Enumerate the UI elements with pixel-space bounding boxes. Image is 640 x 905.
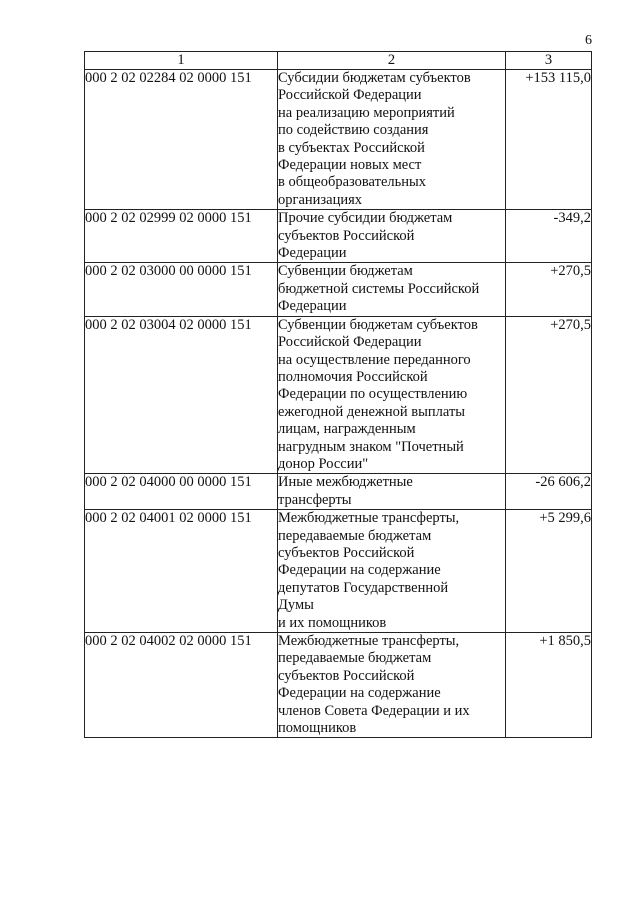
description-line: Прочие субсидии бюджетам [278,210,453,227]
table-row [85,210,592,263]
budget-code-cell: 000 2 02 03000 00 0000 151 [85,263,278,316]
description-line: субъектов Российской [278,544,415,561]
page-number: 6 [585,33,592,48]
budget-code-cell: 000 2 02 02999 02 0000 151 [85,210,278,263]
description-line: организациях [278,191,363,208]
amount-cell: +5 299,6 [506,510,592,633]
description-line: на осуществление переданного [278,351,471,368]
amount-cell: -349,2 [506,210,592,263]
description-line: на реализацию мероприятий [278,104,455,121]
description-line: Субсидии бюджетам субъектов [278,70,471,86]
table-row [85,316,592,474]
description-line: Федерации [278,298,347,315]
description-line: в общеобразовательных [278,174,426,191]
description-line: Субвенции бюджетам [278,263,413,280]
description-line: депутатов Государственной [278,579,449,596]
description-line: бюджетной системы Российской [278,280,480,297]
description-cell [278,210,506,263]
description-line: Межбюджетные трансферты, [278,633,460,649]
table-row [85,263,592,316]
description-line: Российской Федерации [278,87,422,104]
budget-code-cell: 000 2 02 04000 00 0000 151 [85,474,278,510]
column-header-code: 1 [85,52,278,70]
description-cell [278,474,506,510]
description-line: передаваемые бюджетам [278,527,432,544]
table-body [85,70,592,738]
description-line: в субъектах Российской [278,139,425,156]
budget-code-cell: 000 2 02 03004 02 0000 151 [85,316,278,474]
description-line: Думы [278,597,314,614]
budget-code-cell: 000 2 02 04002 02 0000 151 [85,633,278,738]
table-header [85,52,592,70]
amount-cell: +153 115,0 [506,70,592,210]
description-line: субъектов Российской [278,667,415,684]
description-cell [278,510,506,633]
description-line: помощников [278,720,357,737]
column-header-amount: 3 [506,52,592,70]
description-line: Межбюджетные трансферты, [278,510,460,527]
description-line: лицам, награжденным [278,421,416,438]
description-line: передаваемые бюджетам [278,650,432,667]
header-row [85,52,592,70]
description-cell [278,263,506,316]
description-line: субъектов Российской [278,227,415,244]
budget-code-cell: 000 2 02 04001 02 0000 151 [85,510,278,633]
amount-cell: +1 850,5 [506,633,592,738]
description-line: членов Совета Федерации и их [278,702,470,719]
description-line: Федерации на содержание [278,562,441,579]
description-line: Субвенции бюджетам субъектов [278,316,478,333]
column-header-description: 2 [278,52,506,70]
description-line: Федерации на содержание [278,685,441,702]
description-line: донор России" [278,455,369,472]
table-row [85,70,592,210]
amount-cell: +270,5 [506,316,592,474]
table-row [85,633,592,738]
description-line: и их помощников [278,614,387,631]
description-line: нагрудным знаком "Почетный [278,438,464,455]
description-line: Федерации [278,245,347,262]
description-line: по содействию создания [278,122,429,139]
description-cell [278,70,506,210]
amount-cell: +270,5 [506,263,592,316]
description-line: ежегодной денежной выплаты [278,403,466,420]
description-line: Федерации новых мест [278,157,422,174]
table-row [85,474,592,510]
description-line: полномочия Российской [278,368,428,385]
description-line: Российской Федерации [278,334,422,351]
budget-code-cell: 000 2 02 02284 02 0000 151 [85,70,278,210]
budget-table [84,51,592,738]
description-line: Иные межбюджетные [278,474,413,491]
description-line: трансферты [278,491,352,508]
description-line: Федерации по осуществлению [278,386,468,403]
description-cell [278,633,506,738]
description-cell [278,316,506,474]
amount-cell: -26 606,2 [506,474,592,510]
table-row [85,510,592,633]
